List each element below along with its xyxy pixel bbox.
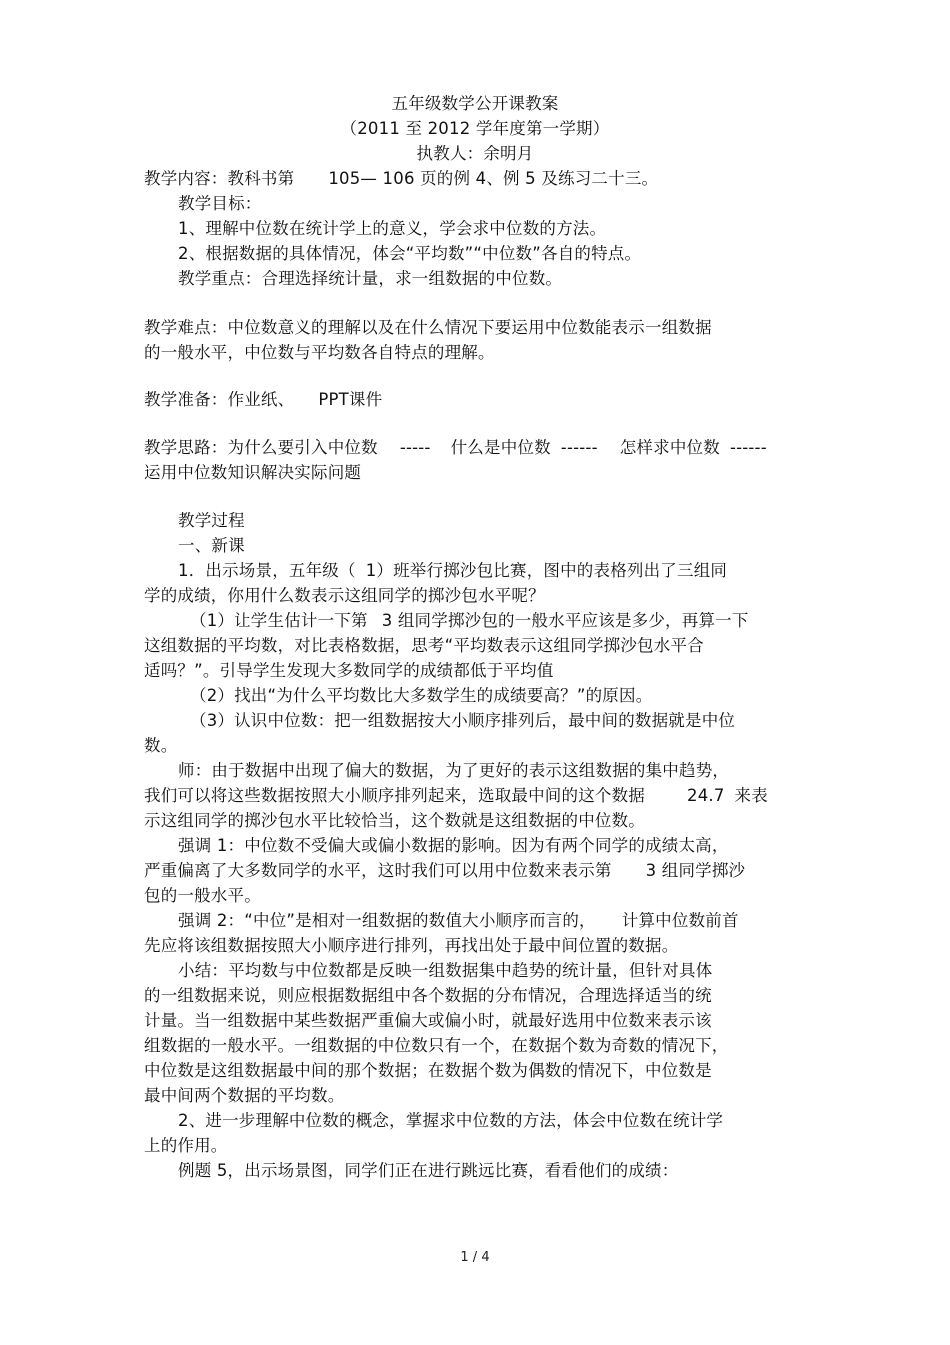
content-line: 师：由于数据中出现了偏大的数据，为了更好的表示这组数据的集中趋势，	[178, 761, 730, 780]
content-line: 组数据的一般水平。一组数据的中位数只有一个，在数据个数为奇数的情况下，	[144, 1036, 729, 1055]
content-line: 计量。当一组数据中某些数据严重偏大或偏小时，就最好选用中位数来表示该	[144, 1011, 712, 1030]
content-line: 小结：平均数与中位数都是反映一组数据集中趋势的统计量，但针对具体	[178, 961, 713, 980]
content-line: 的一组数据来说，则应根据数据组中各个数据的分布情况，合理选择适当的统	[144, 986, 712, 1005]
content-line: 教学内容：教科书第 105— 106 页的例 4、例 5 及练习二十三。	[144, 169, 659, 188]
content-line: 包的一般水平。	[144, 886, 261, 905]
page-number: 1 / 4	[460, 1250, 490, 1265]
content-line: 1、理解中位数在统计学上的意义，学会求中位数的方法。	[178, 219, 607, 238]
doc-term: （2011 至 2012 学年度第一学期）	[340, 119, 610, 138]
content-line: （3）认识中位数：把一组数据按大小顺序排列后，最中间的数据就是中位	[190, 711, 736, 730]
content-line: 强调 2：“中位”是相对一组数据的数值大小顺序而言的， 计算中位数前首	[178, 911, 739, 930]
content-line: 先应将该组数据按照大小顺序进行排列，再找出处于最中间位置的数据。	[144, 936, 679, 955]
content-line: 1．出示场景，五年级（ 1）班举行掷沙包比赛，图中的表格列出了三组同	[178, 561, 728, 580]
content-line: （2）找出“为什么平均数比大多数学生的成绩要高？”的原因。	[190, 686, 653, 705]
content-line: 2、根据数据的具体情况，体会“平均数”“中位数”各自的特点。	[178, 244, 642, 263]
doc-title: 五年级数学公开课教案	[391, 94, 559, 113]
content-line: 严重偏离了大多数同学的水平，这时我们可以用中位数来表示第 3 组同学掷沙	[144, 861, 746, 880]
content-line: 教学难点：中位数意义的理解以及在什么情况下要运用中位数能表示一组数据	[144, 318, 712, 337]
content-line: 教学重点：合理选择统计量，求一组数据的中位数。	[178, 269, 563, 288]
content-line: 教学过程	[178, 511, 245, 530]
content-line: 最中间两个数据的平均数。	[144, 1086, 345, 1105]
content-line: 教学准备：作业纸、 PPT课件	[144, 390, 383, 409]
content-line: 运用中位数知识解决实际问题	[144, 463, 362, 482]
content-line: 上的作用。	[144, 1136, 228, 1155]
content-line: 示这组同学的掷沙包水平比较恰当，这个数就是这组数据的中位数。	[144, 811, 645, 830]
content-line: 2、进一步理解中位数的概念，掌握求中位数的方法，体会中位数在统计学	[178, 1111, 724, 1130]
content-line: 学的成绩，你用什么数表示这组同学的掷沙包水平呢？	[144, 586, 545, 605]
content-line: 适吗？”。引导学生发现大多数同学的成绩都低于平均值	[144, 661, 554, 680]
content-line: 的一般水平，中位数与平均数各自特点的理解。	[144, 343, 495, 362]
content-line: 教学目标：	[178, 194, 262, 213]
content-line: （1）让学生估计一下第 3 组同学掷沙包的一般水平应该是多少，再算一下	[190, 611, 749, 630]
content-line: 一、新课	[178, 536, 245, 555]
content-line: 强调 1：中位数不受偏大或偏小数据的影响。因为有两个同学的成绩太高，	[178, 836, 729, 855]
content-line: 中位数是这组数据最中间的那个数据；在数据个数为偶数的情况下，中位数是	[144, 1061, 712, 1080]
content-line: 这组数据的平均数，对比表格数据，思考“平均数表示这组同学掷沙包水平合	[144, 636, 704, 655]
content-line: 我们可以将这些数据按照大小顺序排列起来，选取最中间的这个数据 24.7 来表	[144, 786, 768, 805]
doc-teacher: 执教人：余明月	[416, 144, 534, 163]
content-line: 教学思路：为什么要引入中位数 ----- 什么是中位数 ------ 怎样求中位数 ------	[144, 438, 767, 457]
content-line: 例题 5，出示场景图，同学们正在进行跳远比赛，看看他们的成绩：	[178, 1161, 679, 1180]
content-line: 数。	[144, 736, 178, 755]
